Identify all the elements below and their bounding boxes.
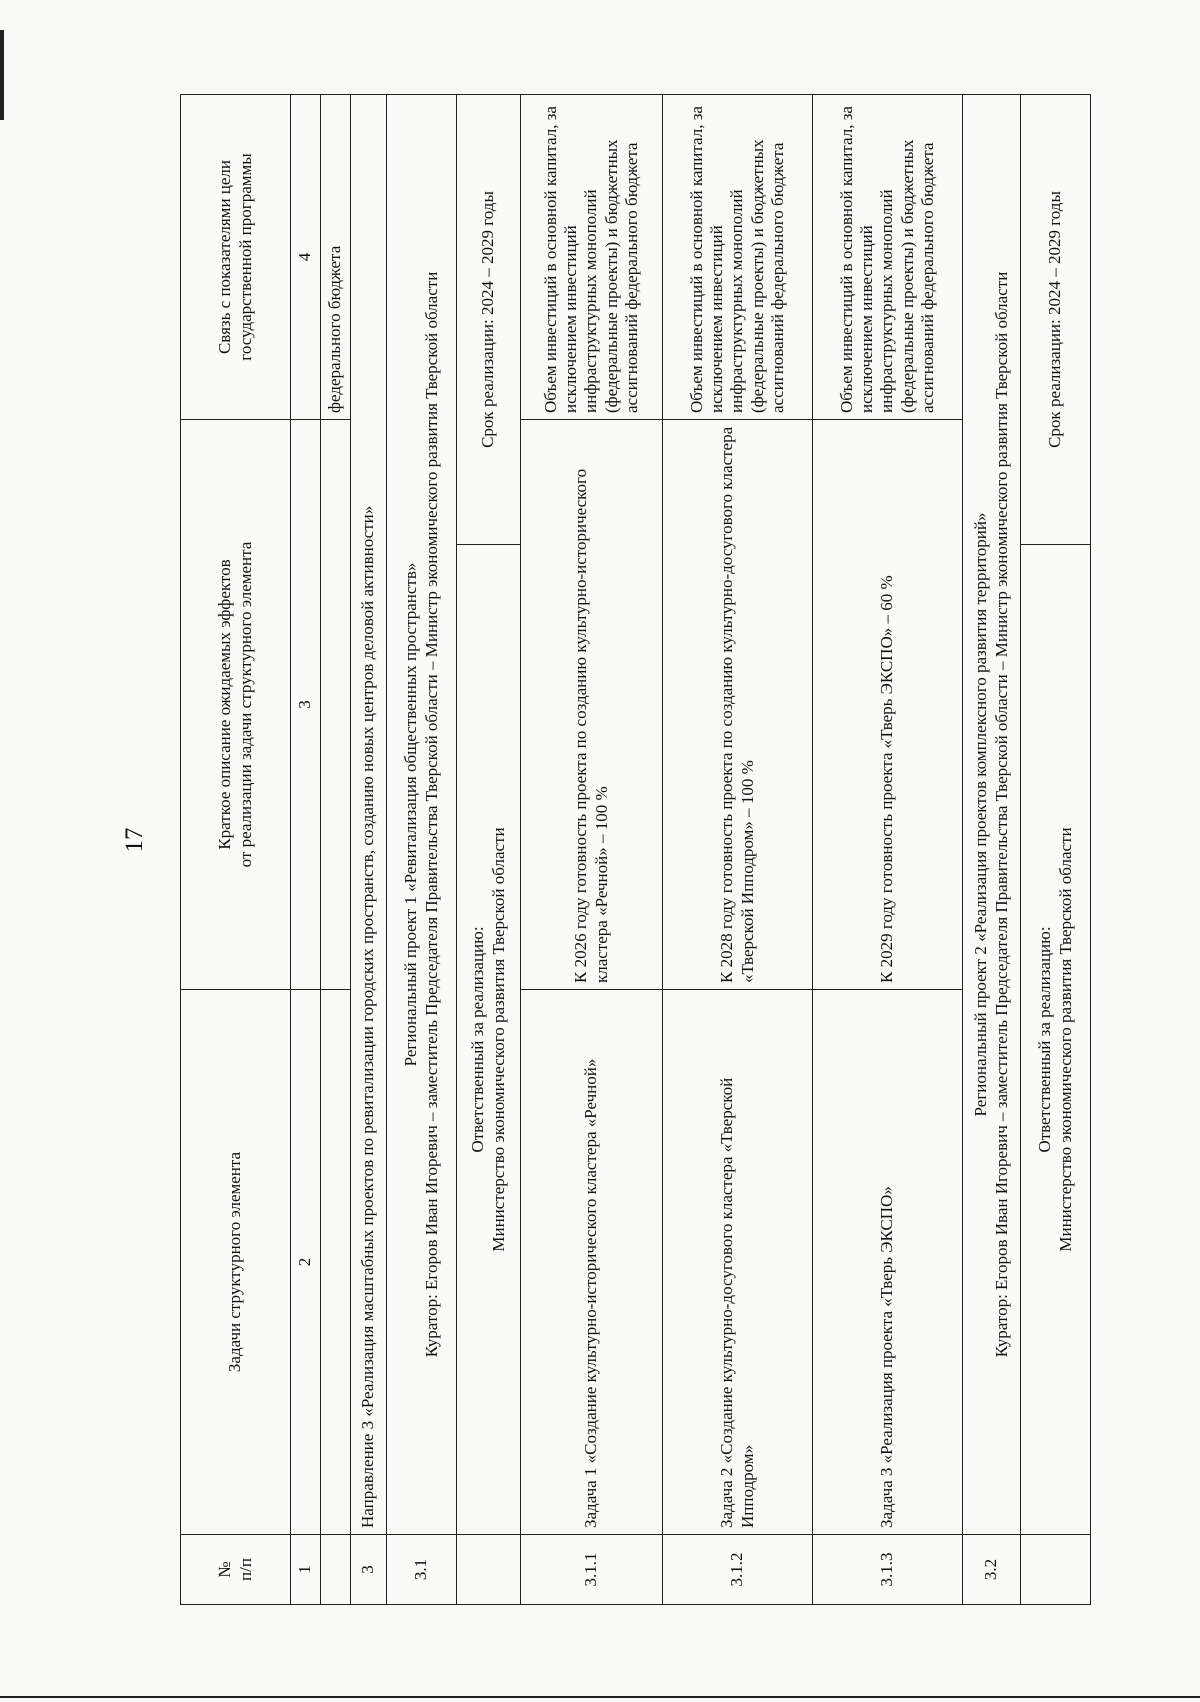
table-row [813,95,963,1605]
column-number-3: 3 [291,420,321,990]
regional-project-2-curator: Куратор: Егоров Иван Игоревич – заместитель Председателя Правительства Тверской области – Министр экономического развития Тверской области [991,271,1011,1358]
regional-project-1-row [387,95,457,1605]
table-row [521,95,663,1605]
task-title: Задача 2 «Создание культурно-досугового кластера «Тверской Ипподром» [663,990,813,1535]
column-number-2: 2 [291,990,321,1535]
column-number-4: 4 [291,95,321,420]
continued-row-link-text: федерального бюджета [321,95,351,420]
task-effect: К 2029 году готовность проекта «Тверь ЭКСПО» – 60 % [813,420,963,990]
regional-project-2-cell [963,95,1021,1535]
direction-row [351,95,387,1605]
task-effect: К 2026 году готовность проекта по созданию культурно-исторического кластера «Речной» – 100 % [521,420,663,990]
scan-bottom-line [0,1696,1200,1698]
regional-project-2-number: 3.2 [963,1535,1021,1605]
header-col-tasks: Задачи структурного элемента [181,990,291,1535]
direction-number: 3 [351,1535,387,1605]
header-col-link: Связь с показателями цели государственной программы [181,95,291,420]
scan-edge-mark [0,30,4,120]
header-col-effects: Краткое описание ожидаемых эффектов от реализации задачи структурного элемента [181,420,291,990]
regional-project-1-responsible: Ответственный за реализацию: Министерство экономического развития Тверской области [457,545,521,1535]
regional-project-2-term: Срок реализации: 2024 – 2029 годы [1021,95,1091,545]
task-number: 3.1.3 [813,1535,963,1605]
table-header-row [181,95,291,1605]
task-link: Объем инвестиций в основной капитал, за исключением инвестиций инфраструктурных монополий (федеральные проекты) и бюджетных ассигнований федерального бюджета [663,95,813,420]
structural-element-table [180,94,1091,1605]
page-number: 17 [121,827,148,853]
regional-project-2-responsible-row [1021,95,1091,1605]
regional-project-1-title: Региональный проект 1 «Ревитализация общественных пространств» [401,562,421,1067]
regional-project-1-cell [387,95,457,1535]
task-link: Объем инвестиций в основной капитал, за исключением инвестиций инфраструктурных монополий (федеральные проекты) и бюджетных ассигнований федерального бюджета [813,95,963,420]
column-number-1: 1 [291,1535,321,1605]
regional-project-2-row [963,95,1021,1605]
regional-project-2-title: Региональный проект 2 «Реализация проектов комплексного развития территорий» [971,512,991,1117]
column-number-row [291,95,321,1605]
task-link: Объем инвестиций в основной капитал, за исключением инвестиций инфраструктурных монополий (федеральные проекты) и бюджетных ассигнований федерального бюджета [521,95,663,420]
direction-title: Направление 3 «Реализация масштабных проектов по ревитализации городских пространств, созданию новых центров деловой активности» [351,95,387,1535]
regional-project-1-number: 3.1 [387,1535,457,1605]
header-col-number: № п/п [181,1535,291,1605]
regional-project-1-term: Срок реализации: 2024 – 2029 годы [457,95,521,545]
task-effect: К 2028 году готовность проекта по созданию культурно-досугового кластера «Тверской Ипподром» – 100 % [663,420,813,990]
continued-row [321,95,351,1605]
rotated-table-wrapper [180,95,1090,1605]
task-title: Задача 1 «Создание культурно-исторического кластера «Речной» [521,990,663,1535]
task-title: Задача 3 «Реализация проекта «Тверь ЭКСПО» [813,990,963,1535]
task-number: 3.1.1 [521,1535,663,1605]
regional-project-1-curator: Куратор: Егоров Иван Игоревич – заместитель Председателя Правительства Тверской области – Министр экономического развития Тверской области [421,271,441,1358]
task-number: 3.1.2 [663,1535,813,1605]
regional-project-2-responsible: Ответственный за реализацию: Министерство экономического развития Тверской области [1021,545,1091,1535]
table-row [663,95,813,1605]
regional-project-1-responsible-row [457,95,521,1605]
